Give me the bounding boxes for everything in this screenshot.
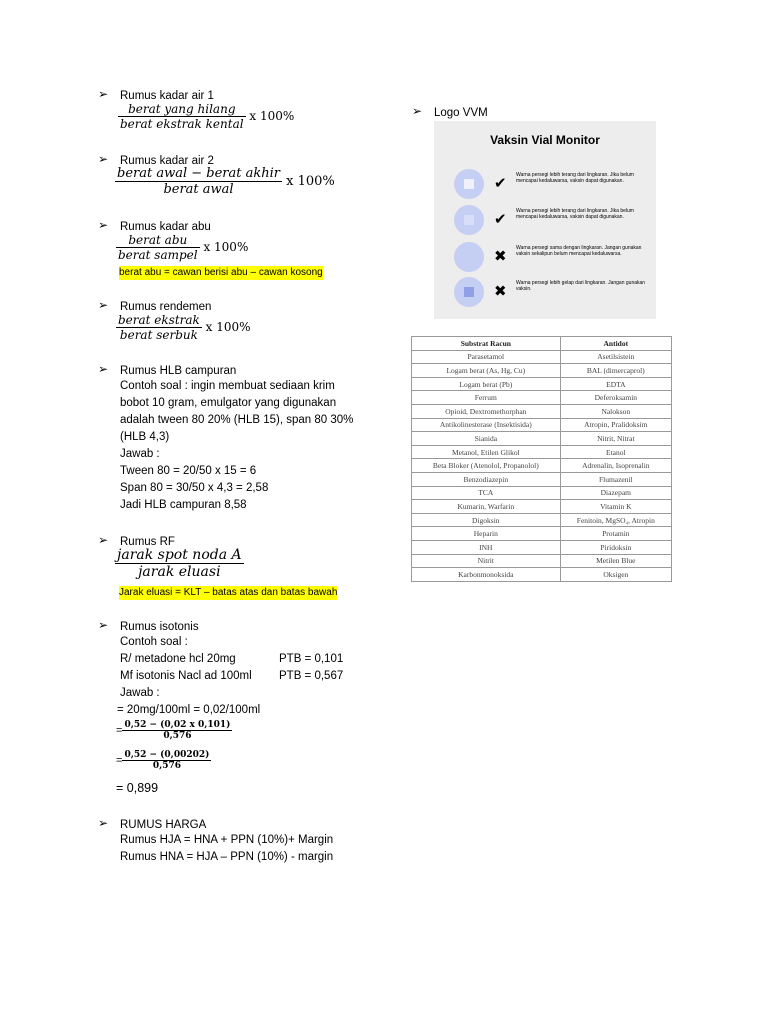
table-cell: Logam berat (Pb) <box>412 377 561 391</box>
table-cell: Logam berat (As, Hg, Cu) <box>412 364 561 378</box>
table-row <box>412 445 672 459</box>
table-cell: Nalokson <box>560 404 671 418</box>
table-row <box>412 459 672 473</box>
table-cell: Adrenalin, Isoprenalin <box>560 459 671 473</box>
table-cell: Etanol <box>560 445 671 459</box>
table-row <box>412 391 672 405</box>
table-row <box>412 568 672 582</box>
isotonis-contoh: Contoh soal : <box>120 636 188 648</box>
hlb-line: Jadi HLB campuran 8,58 <box>120 499 247 511</box>
table-row <box>412 472 672 486</box>
table-cell: Flumazenil <box>560 472 671 486</box>
section-heading: Rumus isotonis <box>120 621 199 633</box>
table-row <box>412 540 672 554</box>
table-cell: Antikolinesterase (Insektisida) <box>412 418 561 432</box>
table-row <box>412 418 672 432</box>
section-heading: Rumus kadar air 1 <box>120 90 214 102</box>
bullet-arrow-icon: ➢ <box>98 533 109 547</box>
table-cell: Fenitoin, MgSO₄, Atropin <box>560 513 671 527</box>
hlb-line: Span 80 = 30/50 x 4,3 = 2,58 <box>120 482 269 494</box>
hlb-line: Contoh soal : ingin membuat sediaan krim <box>120 380 335 392</box>
vvm-panel <box>434 121 656 319</box>
formula-kadar-air-1 <box>118 102 294 131</box>
table-cell: Oksigen <box>560 568 671 582</box>
vvm-circle <box>454 242 484 272</box>
vvm-title: Vaksin Vial Monitor <box>490 133 600 147</box>
formula-suffix: x 100% <box>203 240 249 254</box>
table-cell: Vitamin K <box>560 500 671 514</box>
isotonis-jawab: Jawab : <box>120 687 160 699</box>
section-heading: RUMUS HARGA <box>120 819 207 831</box>
table-header: Antidot <box>560 337 671 351</box>
check-icon: ✔ <box>494 174 507 192</box>
table-cell: BAL (dimercaprol) <box>560 364 671 378</box>
formula-kadar-air-2 <box>115 166 335 197</box>
section-heading: Logo VVM <box>434 107 488 119</box>
isotonis-r-left: R/ metadone hcl 20mg <box>120 653 236 665</box>
formula-rf <box>115 547 244 580</box>
table-row <box>412 486 672 500</box>
hlb-line: adalah tween 80 20% (HLB 15), span 80 30% <box>120 414 354 426</box>
equals-sign: = <box>116 724 123 737</box>
hlb-line: Jawab : <box>120 448 160 460</box>
bullet-arrow-icon: ➢ <box>98 87 109 101</box>
formula-denominator: berat awal <box>163 182 234 197</box>
formula-suffix: x 100% <box>205 320 251 334</box>
table-cell: Opioid, Dextromethorphan <box>412 404 561 418</box>
formula-numerator: berat awal − berat akhir <box>117 166 280 181</box>
table-cell: Ferrum <box>412 391 561 405</box>
vvm-square <box>464 287 474 297</box>
section-heading: Rumus rendemen <box>120 301 212 313</box>
bullet-arrow-icon: ➢ <box>98 298 109 312</box>
hlb-line: bobot 10 gram, emulgator yang digunakan <box>120 397 337 409</box>
table-cell: Piridoksin <box>560 540 671 554</box>
table-cell: Protamin <box>560 527 671 541</box>
section-heading: Rumus kadar air 2 <box>120 155 214 167</box>
vvm-square <box>464 179 474 189</box>
equals-sign: = <box>116 754 123 767</box>
formula-numerator: berat ekstrak <box>118 313 200 327</box>
table-cell: Kumarin, Warfarin <box>412 500 561 514</box>
table-cell: TCA <box>412 486 561 500</box>
table-cell: Diazepam <box>560 486 671 500</box>
table-row <box>412 364 672 378</box>
hlb-body <box>120 378 353 514</box>
table-row <box>412 527 672 541</box>
table-cell: Metanol, Etilen Glikol <box>412 445 561 459</box>
table-header-row <box>412 337 672 351</box>
table-row <box>412 404 672 418</box>
vvm-row-text: Warna persegi lebih terang dari lingkaran. Jika belum mencapai kedaluwarsa, vaksin dapat digunakan. <box>516 208 634 220</box>
vvm-row <box>434 242 656 276</box>
formula-denominator: berat ekstrak kental <box>120 117 244 131</box>
vvm-row <box>434 205 656 239</box>
harga-line-2: Rumus HNA = HJA – PPN (10%) - margin <box>120 851 334 863</box>
vvm-square <box>464 252 474 262</box>
table-row <box>412 554 672 568</box>
table-row <box>412 513 672 527</box>
check-icon: ✔ <box>494 210 507 228</box>
cross-icon: ✖ <box>494 247 507 265</box>
table-cell: Metilen Blue <box>560 554 671 568</box>
eq2-numerator: 0,52 − (0,00202) <box>124 750 210 760</box>
bullet-arrow-icon: ➢ <box>98 218 109 232</box>
antidote-table <box>411 336 672 582</box>
vvm-row-text: Warna persegi sama dengan lingkaran. Jangan gunakan vaksin sekalipun belum mencapai kedaluwarsa. <box>516 245 642 257</box>
vvm-row <box>434 277 656 311</box>
table-cell: Asetilsistein <box>560 350 671 364</box>
bullet-arrow-icon: ➢ <box>98 618 109 632</box>
formula-denominator: jarak eluasi <box>138 564 221 580</box>
isotonis-mf-right: PTB = 0,567 <box>279 670 344 682</box>
isotonis-result: = 0,899 <box>116 781 159 795</box>
formula-denominator: berat sampel <box>118 248 198 262</box>
table-cell: Parasetamol <box>412 350 561 364</box>
vvm-circle <box>454 169 484 199</box>
vvm-circle <box>454 205 484 235</box>
bullet-arrow-icon: ➢ <box>412 104 423 118</box>
eq1-numerator: 0,52 − (0,02 x 0,101) <box>124 720 231 730</box>
formula-denominator: berat serbuk <box>119 328 198 342</box>
table-cell: Benzodiazepin <box>412 472 561 486</box>
table-row <box>412 377 672 391</box>
isotonis-eq1 <box>116 720 232 741</box>
highlight-note-abu: berat abu = cawan berisi abu – cawan kosong <box>119 267 323 278</box>
formula-numerator: jarak spot noda A <box>117 547 242 563</box>
isotonis-mf-left: Mf isotonis Nacl ad 100ml <box>120 670 252 682</box>
highlight-note-rf: Jarak eluasi = KLT – batas atas dan batas bawah <box>119 587 338 598</box>
section-logo-vvm <box>412 103 488 122</box>
table-cell: Digoksin <box>412 513 561 527</box>
hlb-line: (HLB 4,3) <box>120 431 170 443</box>
bullet-arrow-icon: ➢ <box>98 152 109 166</box>
formula-suffix: x 100% <box>286 174 335 189</box>
vvm-row-text: Warna persegi lebih gelap dari lingkaran. Jangan gunakan vaksin. <box>516 280 646 292</box>
table-cell: Sianida <box>412 432 561 446</box>
table-cell: Beta Bloker (Atenolol, Propanolol) <box>412 459 561 473</box>
isotonis-eq2 <box>116 750 211 771</box>
table-cell: INH <box>412 540 561 554</box>
vvm-circle <box>454 277 484 307</box>
formula-numerator: berat abu <box>116 233 200 248</box>
formula-numerator: berat yang hilang <box>118 102 246 117</box>
table-cell: Deferoksamin <box>560 391 671 405</box>
table-header: Substrat Racun <box>412 337 561 351</box>
isotonis-r-right: PTB = 0,101 <box>279 653 344 665</box>
eq2-denominator: 0,576 <box>152 761 181 771</box>
bullet-arrow-icon: ➢ <box>98 362 109 376</box>
table-cell: Nitrit <box>412 554 561 568</box>
table-row <box>412 350 672 364</box>
hlb-line: Tween 80 = 20/50 x 15 = 6 <box>120 465 257 477</box>
table-cell: Heparin <box>412 527 561 541</box>
table-row <box>412 432 672 446</box>
table-cell: Atropin, Pralidoksim <box>560 418 671 432</box>
table-row <box>412 500 672 514</box>
vvm-row-text: Warna persegi lebih terang dari lingkaran. Jika belum mencapai kedaluwarsa, vaksin dapat digunakan. <box>516 172 634 184</box>
section-heading: Rumus kadar abu <box>120 221 211 233</box>
cross-icon: ✖ <box>494 282 507 300</box>
table-cell: Karbonmonoksida <box>412 568 561 582</box>
formula-rendemen <box>116 313 251 342</box>
vvm-square <box>464 215 474 225</box>
vvm-row <box>434 169 656 203</box>
table-cell: EDTA <box>560 377 671 391</box>
isotonis-step1: = 20mg/100ml = 0,02/100ml <box>117 704 261 716</box>
bullet-arrow-icon: ➢ <box>98 816 109 830</box>
harga-line-1: Rumus HJA = HNA + PPN (10%)+ Margin <box>120 834 334 846</box>
formula-suffix: x 100% <box>249 109 295 123</box>
table-cell: Nitrit, Nitrat <box>560 432 671 446</box>
section-heading: Rumus HLB campuran <box>120 365 237 377</box>
eq1-denominator: 0,576 <box>163 731 192 741</box>
formula-kadar-abu <box>116 233 248 262</box>
section-heading: Rumus RF <box>120 536 175 548</box>
